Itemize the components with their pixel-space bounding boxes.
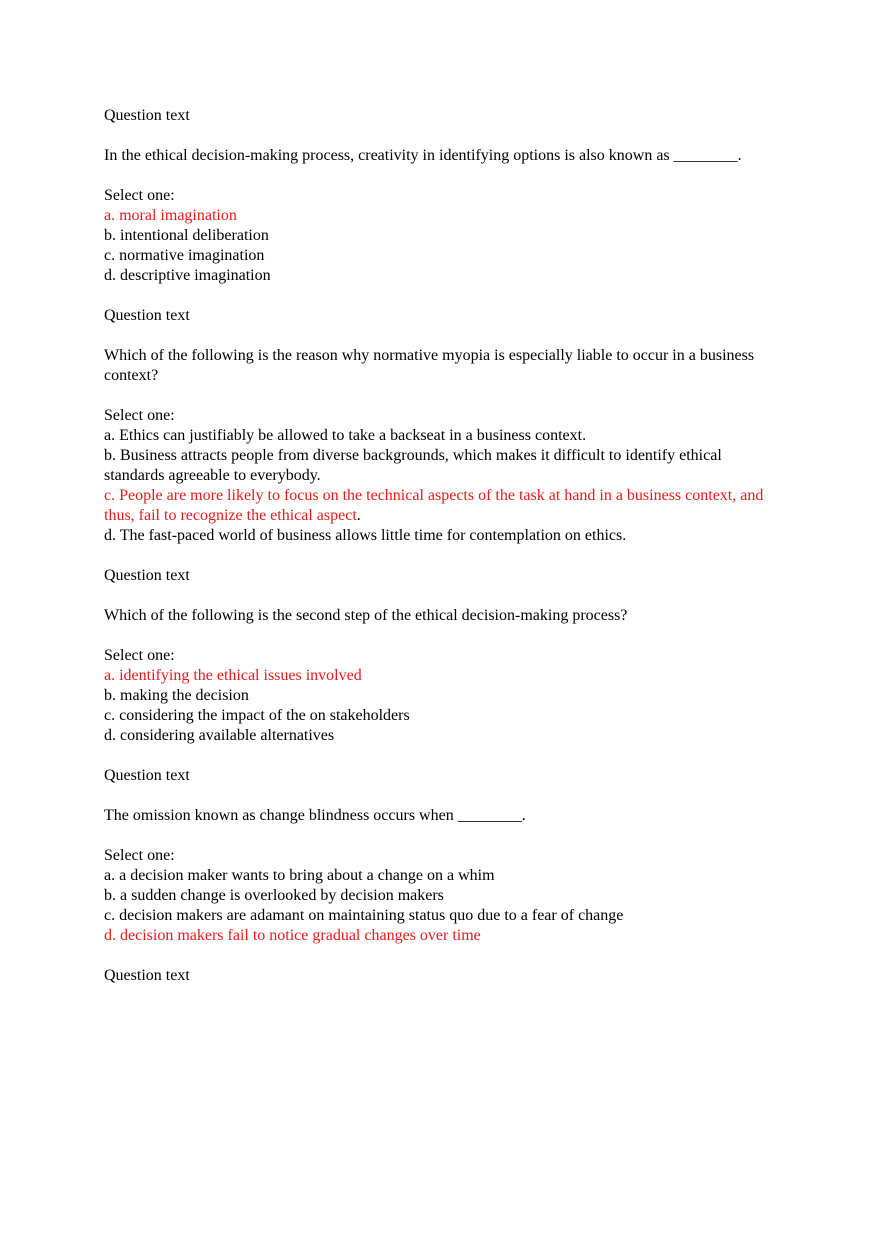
option-b: b. intentional deliberation — [104, 227, 269, 244]
question-2 — [104, 306, 784, 546]
option-c: c. considering the impact of the on stakeholders — [104, 707, 410, 724]
select-one-label: Select one: — [104, 847, 175, 864]
question-prompt: The omission known as change blindness occurs when ________. — [104, 807, 526, 824]
question-heading: Question text — [104, 307, 190, 324]
option-a-correct: a. identifying the ethical issues involved — [104, 667, 362, 684]
select-one-label: Select one: — [104, 187, 175, 204]
option-a-correct: a. moral imagination — [104, 207, 237, 224]
question-prompt: Which of the following is the reason why normative myopia is especially liable to occur in a business context? — [104, 347, 755, 384]
option-list — [104, 866, 784, 946]
option-d-correct: d. decision makers fail to notice gradual changes over time — [104, 927, 481, 944]
option-c: c. decision makers are adamant on maintaining status quo due to a fear of change — [104, 907, 624, 924]
option-b: b. making the decision — [104, 687, 249, 704]
question-heading: Question text — [104, 967, 190, 984]
option-a: a. a decision maker wants to bring about a change on a whim — [104, 867, 495, 884]
option-trailing-period: . — [356, 507, 361, 524]
select-one-label: Select one: — [104, 647, 175, 664]
document-page — [104, 106, 784, 986]
question-4 — [104, 766, 784, 946]
question-5 — [104, 966, 784, 986]
option-list — [104, 426, 784, 546]
option-list — [104, 666, 784, 746]
question-heading: Question text — [104, 107, 190, 124]
option-d: d. The fast-paced world of business allows little time for contemplation on ethics. — [104, 527, 627, 544]
option-a: a. Ethics can justifiably be allowed to take a backseat in a business context. — [104, 427, 587, 444]
question-3 — [104, 566, 784, 746]
question-1 — [104, 106, 784, 286]
question-heading: Question text — [104, 767, 190, 784]
option-d: d. descriptive imagination — [104, 267, 271, 284]
question-prompt: Which of the following is the second step of the ethical decision-making process? — [104, 607, 628, 624]
option-b: b. Business attracts people from diverse backgrounds, which makes it difficult to identify ethical standards agreeable to everybody. — [104, 447, 722, 484]
option-d: d. considering available alternatives — [104, 727, 335, 744]
option-c-correct: c. People are more likely to focus on the technical aspects of the task at hand in a business context, and thus, fail to recognize the ethical aspect. — [104, 487, 764, 524]
option-c: c. normative imagination — [104, 247, 265, 264]
question-heading: Question text — [104, 567, 190, 584]
question-prompt: In the ethical decision-making process, creativity in identifying options is also known as ________. — [104, 147, 742, 164]
option-list — [104, 206, 784, 286]
option-b: b. a sudden change is overlooked by decision makers — [104, 887, 444, 904]
select-one-label: Select one: — [104, 407, 175, 424]
